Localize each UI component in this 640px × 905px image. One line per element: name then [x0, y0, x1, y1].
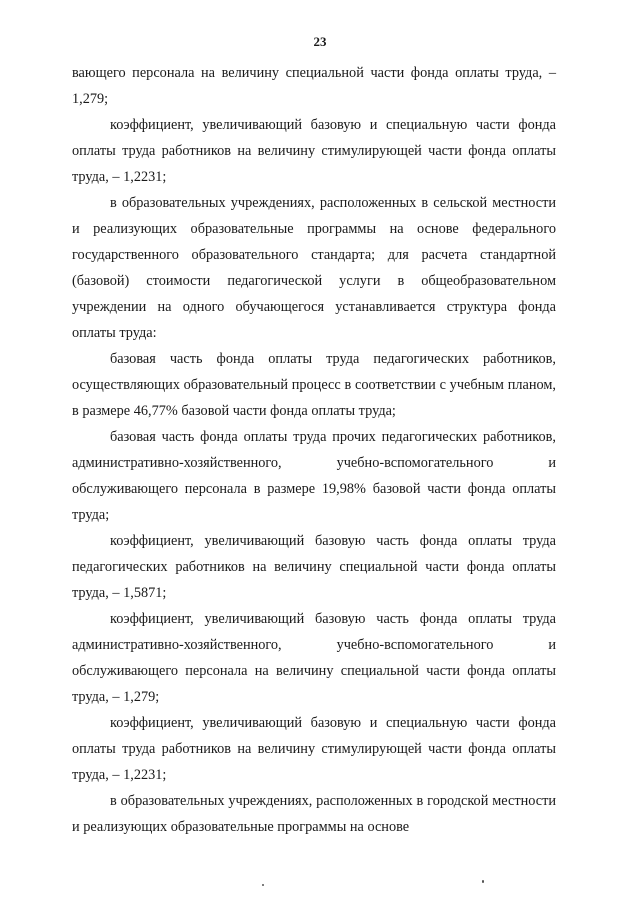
- paragraph: коэффициент, увеличивающий базовую часть фонда оплаты труда административно-хозяйственного, учебно-вспомогательного и обслуживающего персонала на величину специальной части фонда оплаты труда, – 1,279;: [72, 611, 556, 705]
- scan-speck: [262, 884, 264, 886]
- page-number: 23: [313, 34, 327, 49]
- paragraph: в образовательных учреждениях, расположенных в городской местности и реализующих образовательные программы на основе: [72, 793, 556, 835]
- scan-speck: [482, 880, 484, 883]
- paragraph: коэффициент, увеличивающий базовую часть фонда оплаты труда педагогических работников на величину специальной части фонда оплаты труда, – 1,5871;: [72, 533, 556, 601]
- document-body: [72, 60, 556, 840]
- paragraph: базовая часть фонда оплаты труда педагогических работников, осуществляющих образовательный процесс в соответствии с учебным планом, в размере 46,77% базовой части фонда оплаты труда;: [72, 351, 556, 419]
- paragraph: коэффициент, увеличивающий базовую и специальную части фонда оплаты труда работников на величину стимулирующей части фонда оплаты труда, – 1,2231;: [72, 117, 556, 185]
- paragraph: коэффициент, увеличивающий базовую и специальную части фонда оплаты труда работников на величину стимулирующей части фонда оплаты труда, – 1,2231;: [72, 715, 556, 783]
- paragraph-continuation: вающего персонала на величину специальной части фонда оплаты труда, – 1,279;: [72, 65, 556, 107]
- paragraph: в образовательных учреждениях, расположенных в сельской местности и реализующих образовательные программы на основе федерального государственного образовательного стандарта; для расчета стандартной (базовой) стоимости педагогической услуги в общеобразовательном учреждении на одного обучающегося устанавливается структура фонда оплаты труда:: [72, 195, 556, 341]
- paragraph: базовая часть фонда оплаты труда прочих педагогических работников, административно-хозяйственного, учебно-вспомогательного и обслуживающего персонала в размере 19,98% базовой части фонда оплаты труда;: [72, 429, 556, 523]
